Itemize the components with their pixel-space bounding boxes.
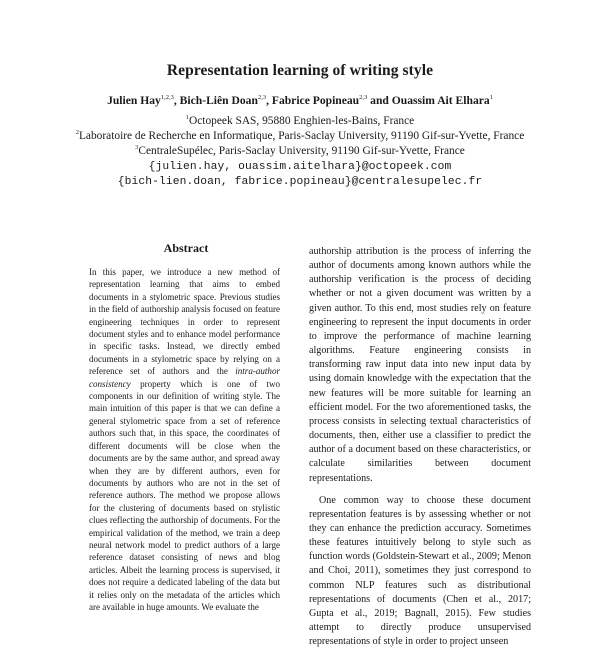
- affiliation-number: 3: [135, 144, 139, 152]
- author: [272, 94, 392, 107]
- author-affiliation-marker: 2,3: [257, 94, 267, 101]
- abstract-text-part: property which is one of two components in our definition of writing style. The main intuition of this paper is that we can define a general stylometric space from a set of reference authors such that, in this space, the coordinates of different documents will be close when the documents are by the same author, and spread away when they are by different authors, even for documents by authors who are not in the set of reference authors. The method we propose allows for the clustering of documents based on stylistic clues reflecting the authorship of documents. For the empirical validation of the method, we train a deep neural network model to predict authors of a large reference dataset consisting of news and blog articles. Albeit the learning process is supervised, it does not require a dedicated labeling of the data but it relies only on the metadata of the articles which are available in huge amounts. We evaluate the: [89, 378, 280, 612]
- affiliation-text: CentraleSupélec, Paris-Saclay University, 91190 Gif-sur-Yvette, France: [138, 145, 465, 158]
- author-separator: ,: [266, 94, 272, 107]
- affiliation-block: [0, 114, 600, 190]
- author-name: Julien Hay: [107, 94, 161, 107]
- body-paragraph: authorship attribution is the process of inferring the author of documents among known authors while the authorship verification is the process of deciding whether or not a given document was written by a given author. To this end, most studies rely on feature engineering to represent the input documents in order to improve the performance of machine learning algorithms. Feature engineering consists in transforming raw input data into new input data by using domain knowledge with the expectation that the new features will be more suitable for learning an efficient model. For the two aforementioned tasks, the process consists in selecting textual characteristics of documents, then, either use a classifier to predict the author of a document based on these characteristics, or calculate similarities between document representations.: [309, 246, 531, 484]
- affiliation-number: 1: [185, 114, 189, 121]
- paper-title: Representation learning of writing style: [166, 62, 434, 79]
- affiliation: [0, 129, 600, 144]
- author-list: [0, 94, 600, 107]
- author-separator: and: [367, 94, 392, 107]
- author-affiliation-marker: 1,2,3: [160, 94, 174, 101]
- author: [180, 94, 272, 107]
- email-line: {bich-lien.doan, fabrice.popineau}@centralesupelec.fr: [117, 175, 483, 188]
- affiliation: [0, 114, 600, 129]
- affiliation-text: Octopeek SAS, 95880 Enghien-les-Bains, France: [189, 115, 415, 127]
- author-separator: ,: [173, 94, 180, 107]
- author-name: Fabrice Popineau: [271, 94, 360, 107]
- author: [107, 94, 180, 107]
- author-affiliation-marker: 2,3: [359, 94, 368, 101]
- author-name: Bich-Liên Doan: [179, 94, 258, 107]
- abstract-heading: Abstract: [163, 241, 209, 255]
- email-line: {julien.hay, ouassim.aitelhara}@octopeek.com: [148, 160, 452, 173]
- left-column: [80, 241, 280, 612]
- affiliation-text: Laboratoire de Recherche en Informatique, Paris-Saclay University, 91190 Gif-sur-Yvette, France: [78, 130, 525, 143]
- author: [392, 94, 493, 107]
- affiliation: [0, 144, 600, 159]
- affiliation-number: 2: [75, 129, 79, 137]
- right-column: [309, 245, 531, 648]
- author-affiliation-marker: 1: [489, 94, 493, 101]
- abstract-text-part: In this paper, we introduce a new method of representation learning that aims to embed documents in a stylometric space. Previous studies in the field of authorship analysis focused on feature engineering techniques in order to represent document styles and to enhance model performance in specific tasks. Instead, we directly embed documents in a stylometric space by relying on a reference set of authors and the: [89, 267, 280, 377]
- abstract-paragraph: [80, 266, 280, 613]
- body-paragraph: One common way to choose these document representation features is by assessing whether or not they can enhance the prediction accuracy. Sometimes these features intuitively belong to style such as function words (Goldstein-Stewart et al., 2009; Menon and Choi, 2011), sometimes they just correspond to common NLP features such as distributional representations of documents (Chen et al., 2017; Gupta et al., 2019; Bagnall, 2015). Few studies attempt to directly produce unsupervised representations of style in order to project unseen: [309, 494, 531, 648]
- author-name: Ouassim Ait Elhara: [391, 94, 490, 107]
- abstract-emphasis: intra-author consistency: [89, 366, 280, 389]
